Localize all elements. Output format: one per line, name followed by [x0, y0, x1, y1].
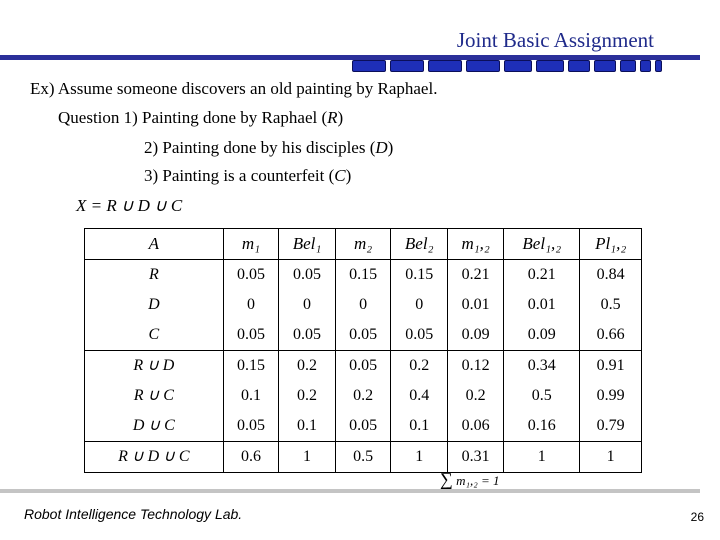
table-row-pairs — [85, 351, 642, 442]
table-cell: 0 — [246, 296, 255, 313]
header-bel1: Bel₁ — [279, 229, 336, 260]
table-cell: 0.01 — [461, 296, 490, 313]
pairs-m1 — [223, 351, 279, 442]
row-label: R ∪ D ∪ C — [118, 448, 190, 465]
question-2 — [144, 138, 393, 158]
slide-title: Joint Basic Assignment — [456, 28, 654, 52]
table-cell: 0.6 — [240, 448, 261, 465]
table-cell: 0 — [415, 296, 424, 313]
table-cell: 0.21 — [527, 266, 556, 283]
singletons-m12 — [448, 260, 504, 351]
table-cell: 0.2 — [353, 387, 374, 404]
frame-of-discernment: X = R ∪ D ∪ C — [76, 196, 183, 215]
singletons-bel1 — [279, 260, 336, 351]
table-cell: 0.1 — [240, 387, 261, 404]
deco-block — [466, 60, 500, 72]
example-statement: Ex) Assume someone discovers an old painting by Raphael. — [30, 79, 438, 98]
deco-block — [504, 60, 532, 72]
table-cell: 0.05 — [405, 326, 434, 343]
singletons-bel12 — [504, 260, 580, 351]
pairs-bel1 — [279, 351, 336, 442]
table-cell: 0.05 — [349, 357, 378, 374]
deco-block — [390, 60, 424, 72]
header-a: A — [85, 229, 224, 260]
deco-block — [640, 60, 651, 72]
table-cell: 0.2 — [465, 387, 486, 404]
table-row-singletons — [85, 260, 642, 351]
question-2-text: 2) Painting done by his disciples ( — [144, 138, 376, 157]
header-bel2: Bel₂ — [391, 229, 448, 260]
table-cell: 0.06 — [461, 417, 490, 434]
table-cell: 0.66 — [596, 326, 625, 343]
table-cell: 0.09 — [461, 326, 490, 343]
table-cell: 0.05 — [236, 266, 265, 283]
full-m12 — [448, 442, 504, 473]
var-r: R — [327, 108, 338, 127]
table-cell: 0.1 — [409, 417, 430, 434]
table-cell: 0.4 — [409, 387, 430, 404]
header-m2: m₂ — [335, 229, 391, 260]
footer-divider-bar — [0, 489, 700, 493]
table-cell: 0 — [359, 296, 368, 313]
table-cell: 0.05 — [236, 326, 265, 343]
table-cell: 0.12 — [461, 357, 490, 374]
header-bel12: Bel₁,₂ — [504, 229, 580, 260]
table-cell: 0.99 — [596, 387, 625, 404]
pairs-bel2 — [391, 351, 448, 442]
pairs-bel12 — [504, 351, 580, 442]
singletons-m1 — [223, 260, 279, 351]
table-cell: 0.2 — [297, 357, 318, 374]
page-number: 26 — [690, 510, 704, 524]
sum-expression: m₁,₂ = 1 — [456, 473, 500, 488]
singletons-pl12 — [580, 260, 642, 351]
sigma-icon: ∑ — [440, 469, 453, 489]
table-cell: 0.31 — [461, 448, 490, 465]
row-label: R ∪ D — [133, 357, 175, 374]
table-cell: 1 — [415, 448, 424, 465]
full-bel12 — [504, 442, 580, 473]
var-d: D — [375, 138, 388, 157]
table-cell: 0.5 — [353, 448, 374, 465]
full-label — [85, 442, 224, 473]
deco-block — [428, 60, 462, 72]
pairs-pl12 — [580, 351, 642, 442]
deco-block — [594, 60, 616, 72]
table-cell: 0.09 — [527, 326, 556, 343]
header-m1: m₁ — [223, 229, 279, 260]
table-cell: 1 — [303, 448, 312, 465]
full-bel1 — [279, 442, 336, 473]
table-cell: 0.05 — [236, 417, 265, 434]
table-cell: 0.01 — [527, 296, 556, 313]
deco-block — [536, 60, 564, 72]
table-cell: 0 — [303, 296, 312, 313]
table-cell: 0.05 — [349, 417, 378, 434]
row-label: D ∪ C — [132, 417, 175, 434]
table-cell: 0.21 — [461, 266, 490, 283]
singletons-labels — [85, 260, 224, 351]
singletons-bel2 — [391, 260, 448, 351]
table-cell: 0.5 — [600, 296, 621, 313]
table-cell: 0.15 — [405, 266, 434, 283]
table-cell: 0.15 — [236, 357, 265, 374]
close-paren: ) — [337, 108, 344, 127]
table-cell: 0.84 — [596, 266, 625, 283]
table-cell: 1 — [606, 448, 615, 465]
table-row-full — [85, 442, 642, 473]
table-cell: 0.05 — [293, 326, 322, 343]
question-1-text: Question 1) Painting done by Raphael ( — [58, 108, 328, 127]
pairs-m2 — [335, 351, 391, 442]
row-label: C — [148, 326, 160, 343]
deco-block — [655, 60, 662, 72]
row-label: R ∪ C — [133, 387, 174, 404]
close-paren: ) — [345, 166, 352, 185]
table-header-row — [85, 229, 642, 260]
question-3-text: 3) Painting is a counterfeit ( — [144, 166, 335, 185]
table-cell: 0.2 — [297, 387, 318, 404]
full-m2 — [335, 442, 391, 473]
full-pl12 — [580, 442, 642, 473]
question-3 — [144, 166, 351, 186]
table-cell: 0.5 — [531, 387, 552, 404]
deco-block — [352, 60, 386, 72]
table-cell: 0.1 — [297, 417, 318, 434]
table-cell: 0.91 — [596, 357, 625, 374]
table-cell: 0.16 — [527, 417, 556, 434]
question-1 — [58, 108, 343, 128]
header-m12: m₁,₂ — [448, 229, 504, 260]
close-paren: ) — [387, 138, 394, 157]
table-cell: 0.05 — [349, 326, 378, 343]
row-label: D — [148, 296, 160, 313]
table-cell: 0.2 — [409, 357, 430, 374]
decorative-blocks — [348, 60, 662, 72]
footer-lab-name: Robot Intelligence Technology Lab. — [24, 506, 243, 522]
bpa-table — [84, 228, 642, 473]
row-label: R — [148, 266, 159, 283]
deco-block — [620, 60, 636, 72]
deco-block — [568, 60, 590, 72]
table-cell: 0.15 — [349, 266, 378, 283]
full-m1 — [223, 442, 279, 473]
pairs-m12 — [448, 351, 504, 442]
header-pl12: Pl₁,₂ — [580, 229, 642, 260]
var-c: C — [334, 166, 346, 185]
table-cell: 0.79 — [596, 417, 625, 434]
sum-note — [440, 469, 500, 490]
singletons-m2 — [335, 260, 391, 351]
pairs-labels — [85, 351, 224, 442]
table-cell: 1 — [537, 448, 546, 465]
table-cell: 0.05 — [293, 266, 322, 283]
full-bel2 — [391, 442, 448, 473]
table-cell: 0.34 — [527, 357, 556, 374]
